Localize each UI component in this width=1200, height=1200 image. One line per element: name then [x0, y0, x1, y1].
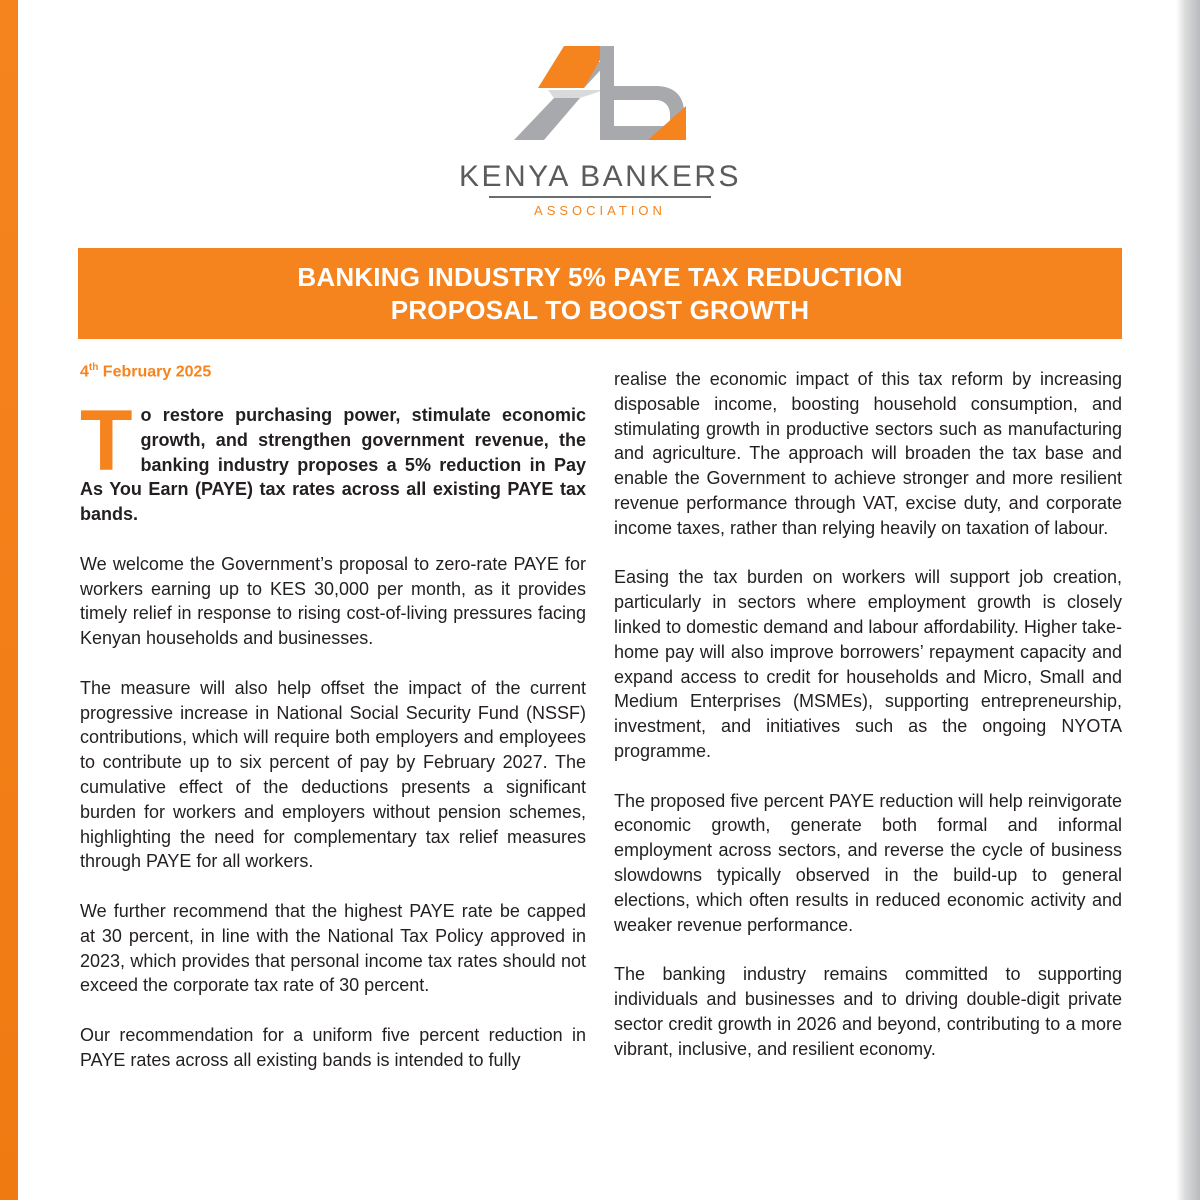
- paragraph-recommendation: Our recommendation for a uniform five percent reduction in PAYE rates across all existing bands is intended to fully: [80, 1024, 586, 1070]
- brand-divider: [489, 196, 711, 198]
- right-column: [614, 367, 1122, 1086]
- paragraph-nssf: The measure will also help offset the impact of the current progressive increase in National Social Security Fund (NSSF) contributions, which will require both employers and employees to contribute up to six percent of pay by February 2027. The cumulative effect of the deductions presents a significant burden for workers and employers without pension schemes, highlighting the need for complementary tax relief measures through PAYE for all workers.: [80, 677, 586, 872]
- paragraph-cap: We further recommend that the highest PAYE rate be capped at 30 percent, in line with the National Tax Policy approved in 2023, which provides that personal income tax rates should not exceed the corporate tax rate of 30 percent.: [80, 900, 586, 996]
- left-column: [80, 393, 586, 1097]
- headline-banner: [78, 248, 1122, 339]
- paragraph-zero-rate: We welcome the Government’s proposal to zero-rate PAYE for workers earning up to KES 30,000 per month, as it provides timely relief in response to rising cost-of-living pressures facing Kenyan households and businesses.: [80, 553, 586, 649]
- right-edge-shade: [1176, 0, 1200, 1200]
- date-day: 4: [80, 363, 89, 381]
- brand-name: KENYA BANKERS: [458, 160, 742, 193]
- kb-logo-icon: [508, 40, 692, 150]
- paragraph-jobs: Easing the tax burden on workers will support job creation, particularly in sectors where employment growth is closely linked to domestic demand and labour affordability. Higher take-home pay will also improve borrowers’ repayment capacity and expand access to credit for households and Micro, Small and Medium Enterprises (MSMEs), supporting entrepreneurship, investment, and initiatives such as the ongoing NYOTA programme.: [614, 567, 1122, 761]
- brand-subtitle: ASSOCIATION: [534, 203, 666, 218]
- drop-cap: T: [80, 393, 133, 489]
- date-suffix: th: [88, 362, 99, 373]
- lead-paragraph: [80, 393, 586, 527]
- date-rest: February 2025: [98, 363, 212, 381]
- paragraph-growth: The proposed five percent PAYE reduction will help reinvigorate economic growth, generate both formal and informal employment across sectors, and reverse the cycle of business slowdowns typically observed in the build-up to general elections, which often results in reduced economic activity and weaker revenue performance.: [614, 790, 1122, 935]
- lead-text: o restore purchasing power, stimulate economic growth, and strengthen government revenue, the banking industry proposes a 5% reduction in Pay As You Earn (PAYE) tax rates across all existing PAYE tax bands.: [80, 405, 586, 525]
- left-accent-bar: [0, 0, 18, 1200]
- headline-line-1: BANKING INDUSTRY 5% PAYE TAX REDUCTION: [297, 261, 903, 292]
- headline-line-2: PROPOSAL TO BOOST GROWTH: [390, 294, 810, 325]
- paragraph-recommendation-cont: realise the economic impact of this tax reform by increasing disposable income, boosting household consumption, and stimulating growth in productive sectors such as manufacturing and agriculture. The approach will broaden the tax base and enable the Government to achieve stronger and more resilient revenue performance through VAT, excise duty, and corporate income taxes, rather than relying heavily on taxation of labour.: [614, 369, 1122, 538]
- paragraph-commitment: The banking industry remains committed to supporting individuals and businesses and to driving double-digit private sector credit growth in 2026 and beyond, contributing to a more vibrant, inclusive, and resilient economy.: [614, 964, 1122, 1059]
- press-date: [80, 362, 211, 381]
